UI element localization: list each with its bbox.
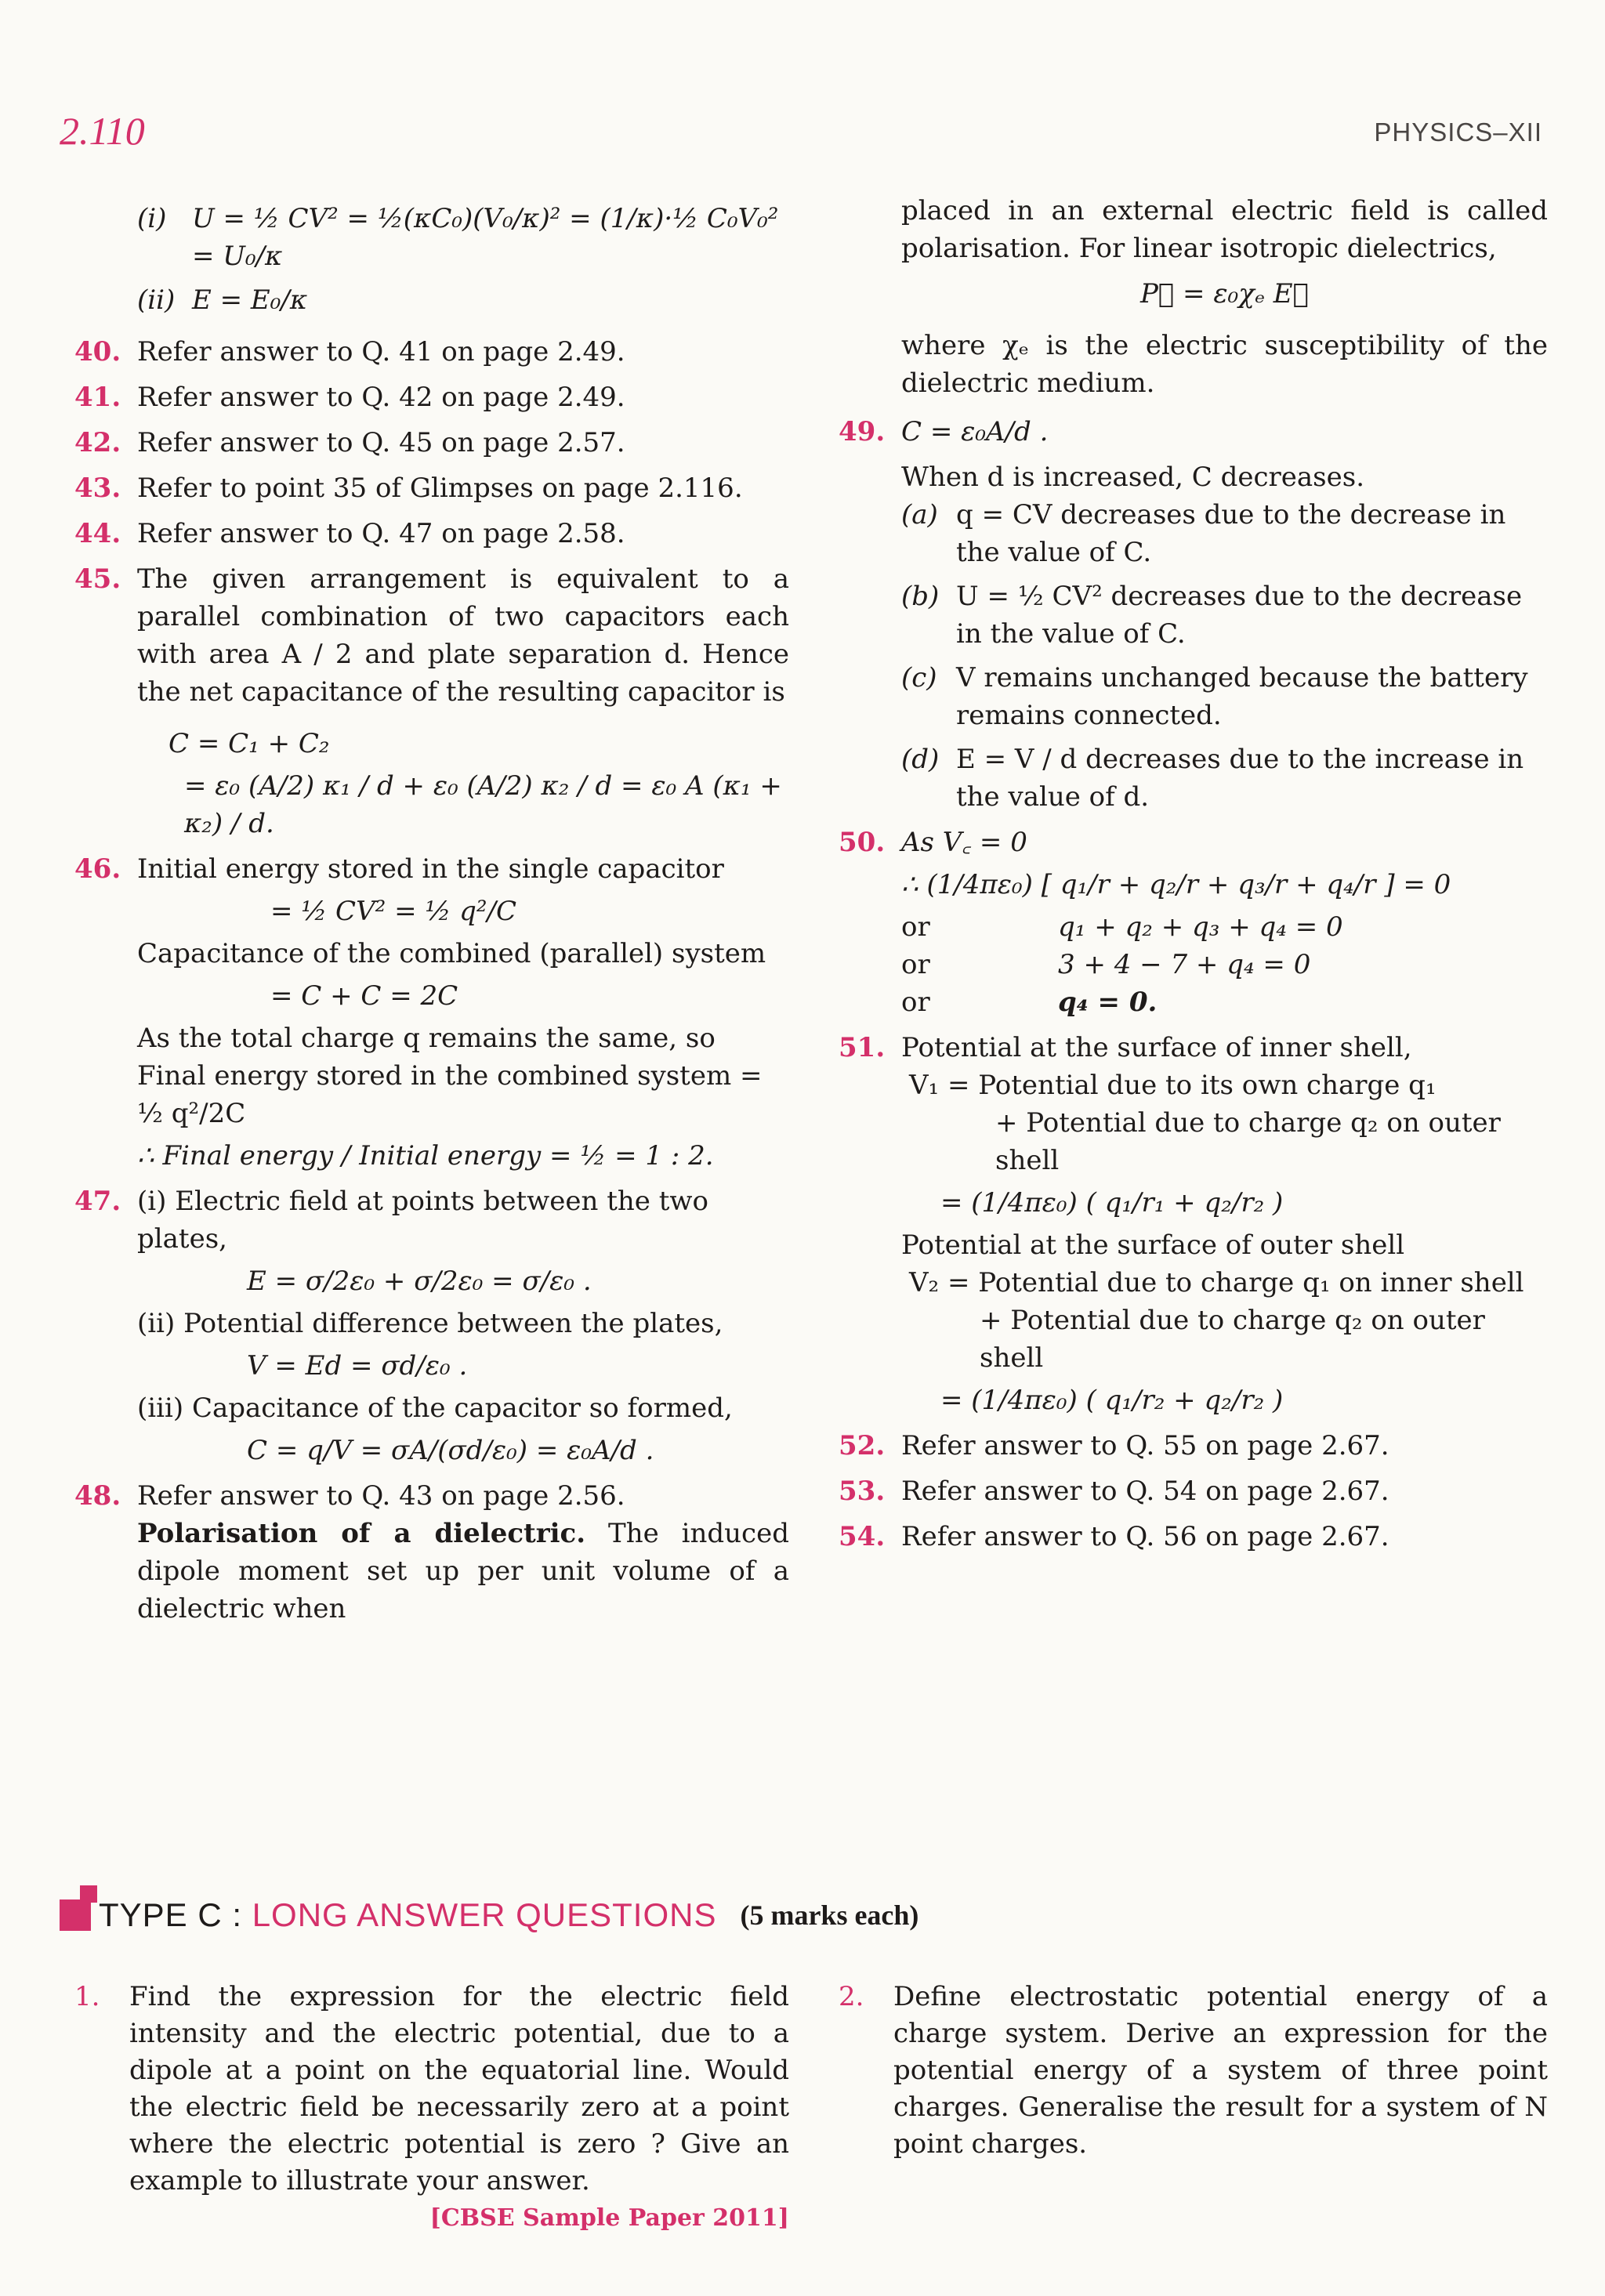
answer-number: 40. (74, 336, 121, 368)
equation: E = E₀/κ (192, 284, 308, 316)
answer-number: 54. (839, 1521, 886, 1552)
answer-number: 41. (74, 382, 121, 413)
section-title (99, 1896, 716, 1934)
answer-number: 53. (839, 1476, 886, 1507)
answer-number: 45. (74, 563, 121, 595)
sub-label: (b) (901, 581, 940, 612)
answer-45 (74, 560, 789, 842)
answer-number: 49. (839, 416, 886, 447)
equation: E = σ/2ε₀ + σ/2ε₀ = σ/ε₀ . (247, 1266, 592, 1297)
answer-text: Refer answer to Q. 55 on page 2.67. (901, 1430, 1389, 1461)
equation-row (839, 946, 1548, 983)
answer-49-b (901, 578, 1548, 653)
equation: = ½ CV² = ½ q²/C (270, 896, 516, 927)
susceptibility-text: where χₑ is the electric susceptibility of the dielectric medium. (901, 330, 1548, 399)
answer-40 (74, 333, 789, 371)
sub-label: (c) (901, 662, 937, 694)
answer-49 (839, 413, 1548, 816)
answer-text: Refer answer to Q. 43 on page 2.56. (137, 1480, 625, 1512)
question-number: 2. (839, 1981, 864, 2012)
answer-51 (839, 1029, 1548, 1419)
source-tag: [CBSE Sample Paper 2011] (429, 2204, 789, 2232)
answer-text: Initial energy stored in the single capacitor (137, 853, 724, 885)
answer-text: Refer answer to Q. 47 on page 2.58. (137, 518, 625, 549)
sub-label: (i) (137, 203, 167, 234)
answer-text: (i) Electric field at points between the two plates, (137, 1186, 708, 1255)
answer-54 (839, 1518, 1548, 1555)
answer-number: 50. (839, 827, 886, 858)
answer-53 (839, 1472, 1548, 1510)
answer-48 (74, 1477, 789, 1628)
answer-number: 52. (839, 1430, 886, 1461)
equation: U = ½ CV² = ½(κC₀)(V₀/κ)² = (1/κ)·½ C₀V₀² = U₀/κ (192, 203, 779, 272)
answer-number: 48. (74, 1480, 121, 1512)
answer-42 (74, 424, 789, 462)
sub-label: (a) (901, 499, 938, 531)
equation: C = q/V = σA/(σd/ε₀) = ε₀A/d . (247, 1435, 654, 1466)
answer-text: As the total charge q remains the same, so (137, 1023, 716, 1054)
answer-text: Potential at the surface of outer shell (901, 1229, 1405, 1261)
answer-text: When d is increased, C decreases. (901, 462, 1364, 493)
answer-text: Final energy stored in the combined system = ½ q²/2C (137, 1060, 763, 1129)
equation: q₄ = 0. (1058, 987, 1158, 1018)
right-column (839, 192, 1548, 1563)
answer-text: Refer answer to Q. 45 on page 2.57. (137, 427, 625, 458)
answer-text: Capacitance of the combined (parallel) system (137, 938, 766, 969)
equation: C = ε₀A/d . (901, 416, 1049, 447)
answer-number: 44. (74, 518, 121, 549)
question-item (839, 1979, 1548, 2163)
equation-row (839, 908, 1548, 946)
equation: = ε₀ (A/2) κ₁ / d + ε₀ (A/2) κ₂ / d = ε₀ A (κ₁ + κ₂) / d. (184, 770, 782, 839)
answer-number: 47. (74, 1186, 121, 1217)
sub-label: (ii) (137, 284, 176, 316)
answer-43 (74, 469, 789, 507)
answer-number: 46. (74, 853, 121, 885)
answer-39-ii (137, 281, 789, 319)
answer-number: 51. (839, 1032, 886, 1063)
answer-text: (iii) Capacitance of the capacitor so formed, (137, 1392, 733, 1424)
or-label: or (901, 949, 930, 980)
answer-text: U = ½ CV² decreases due to the decrease in the value of C. (956, 581, 1523, 650)
question-text: Find the expression for the electric field intensity and the electric potential, due to a dipole at a point on the equatorial line. Would the electric field be necessarily zero at a point where the electric potential is zero ? Give an example to illustrate your answer. (129, 1981, 789, 2196)
answer-44 (74, 515, 789, 552)
answer-text: + Potential due to charge q₂ on outer shell (980, 1305, 1485, 1374)
answer-text: + Potential due to charge q₂ on outer shell (995, 1107, 1501, 1176)
equation: = (1/4πε₀) ( q₁/r₂ + q₂/r₂ ) (940, 1385, 1284, 1416)
equation-row (839, 983, 1548, 1021)
answer-text: (ii) Potential difference between the plates, (137, 1308, 723, 1339)
left-column (74, 200, 789, 1635)
question-text: Define electrostatic potential energy of a charge system. Derive an expression for the potential energy of a system of three point charges. Generalise the result for a system of N point charges. (893, 1981, 1548, 2160)
answer-number: 42. (74, 427, 121, 458)
question-number: 1. (74, 1981, 100, 2012)
answer-text: The given arrangement is equivalent to a parallel combination of two capacitors each with area A / 2 and plate separation d. Hence the net capacitance of the resulting capacitor is (137, 563, 789, 708)
equation: ∴ Final energy / Initial energy = ½ = 1 : 2. (137, 1140, 714, 1172)
page-number: 2.110 (60, 109, 145, 153)
answer-text: E = V / d decreases due to the increase in the value of d. (956, 744, 1524, 813)
answer-text: Potential at the surface of inner shell, (901, 1032, 1412, 1063)
answer-47 (74, 1182, 789, 1469)
polarisation-continued: placed in an external electric field is called polarisation. For linear isotropic dielectrics, (901, 195, 1548, 264)
question-2 (839, 1979, 1548, 2171)
polarisation-heading: Polarisation of a dielectric. (137, 1518, 586, 1549)
answer-text: As V꜀ = 0 (901, 827, 1027, 858)
polarisation-text: The induced dipole moment set up per unit volume of a dielectric when (137, 1518, 789, 1624)
answer-text: Refer to point 35 of Glimpses on page 2.116. (137, 473, 743, 504)
answer-41 (74, 378, 789, 416)
answer-text: Refer answer to Q. 56 on page 2.67. (901, 1521, 1389, 1552)
sub-label: (d) (901, 744, 940, 775)
section-title-accent: LONG ANSWER QUESTIONS (252, 1896, 717, 1933)
answer-text: Refer answer to Q. 42 on page 2.49. (137, 382, 625, 413)
or-label: or (901, 911, 930, 943)
answer-49-a (901, 496, 1548, 571)
running-head: PHYSICS–XII (1374, 118, 1542, 147)
answer-text: V₁ = Potential due to its own charge q₁ (909, 1070, 1437, 1101)
equation: ∴ (1/4πε₀) [ q₁/r + q₂/r + q₃/r + q₄/r ] = 0 (901, 869, 1451, 900)
answer-text: Refer answer to Q. 54 on page 2.67. (901, 1476, 1389, 1507)
question-1 (74, 1979, 789, 2236)
equation: = (1/4πε₀) ( q₁/r₁ + q₂/r₂ ) (940, 1187, 1284, 1219)
answer-text: V₂ = Potential due to charge q₁ on inner shell (909, 1267, 1524, 1298)
section-marks: (5 marks each) (740, 1899, 919, 1931)
equation: 3 + 4 − 7 + q₄ = 0 (1058, 949, 1311, 980)
section-prefix: TYPE C : (99, 1896, 252, 1933)
answer-49-c (901, 659, 1548, 734)
answer-46 (74, 850, 789, 1175)
equation: P⃗ = ε₀χₑ E⃗ (1139, 278, 1310, 310)
question-item (74, 1979, 789, 2232)
equation: = C + C = 2C (270, 980, 458, 1012)
equation: q₁ + q₂ + q₃ + q₄ = 0 (1058, 911, 1343, 943)
answer-49-d (901, 741, 1548, 816)
section-heading (60, 1896, 1549, 1934)
section-marker-icon (60, 1899, 91, 1931)
answer-text: q = CV decreases due to the decrease in the value of C. (956, 499, 1506, 568)
equation: C = C₁ + C₂ (168, 728, 330, 759)
answer-52 (839, 1427, 1548, 1465)
answer-text: Refer answer to Q. 41 on page 2.49. (137, 336, 625, 368)
or-label: or (901, 987, 930, 1018)
answer-number: 43. (74, 473, 121, 504)
equation: V = Ed = σd/ε₀ . (247, 1350, 468, 1382)
answer-39-i (137, 200, 789, 275)
answer-text: V remains unchanged because the battery remains connected. (956, 662, 1528, 731)
answer-50 (839, 824, 1548, 1021)
polarisation-paragraph (137, 1515, 789, 1628)
